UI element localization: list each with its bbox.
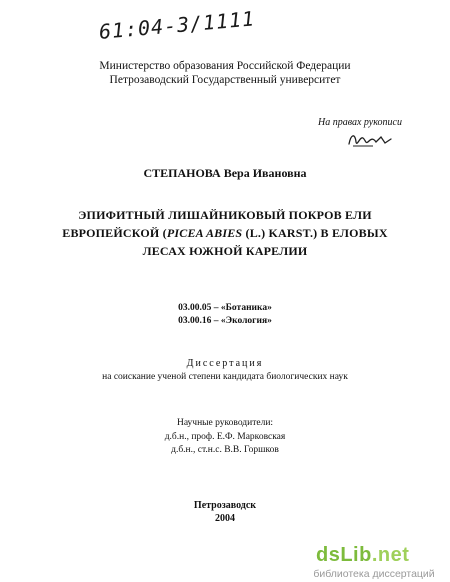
handwritten-catalog-code: 61:04-3/1111 bbox=[98, 6, 256, 44]
university-name: Петрозаводский Государственный университет bbox=[109, 74, 341, 86]
watermark-caption: библиотека диссертаций bbox=[313, 568, 435, 580]
year: 2004 bbox=[215, 513, 235, 524]
title-line-2-suffix: (L.) KARST.) В ЕЛОВЫХ bbox=[242, 226, 388, 240]
supervisor-second: д.б.н., ст.н.с. В.В. Горшков bbox=[171, 445, 279, 455]
title-line-2 bbox=[0, 226, 450, 241]
title-line-3: ЛЕСАХ ЮЖНОЙ КАРЕЛИИ bbox=[142, 244, 308, 258]
degree-statement: на соискание ученой степени кандидата биологических наук bbox=[102, 372, 348, 382]
watermark bbox=[300, 544, 448, 582]
supervisors-heading: Научные руководители: bbox=[176, 418, 274, 428]
specialty-ecology: 03.00.16 – «Экология» bbox=[178, 316, 272, 326]
watermark-logo-main: dsLib bbox=[316, 544, 372, 566]
document-type: Диссертация bbox=[186, 358, 264, 369]
city: Петрозаводск bbox=[193, 500, 257, 511]
rights-note: На правах рукописи bbox=[318, 117, 402, 128]
specialty-botany: 03.00.05 – «Ботаника» bbox=[178, 303, 272, 313]
signature-icon bbox=[345, 130, 393, 150]
author-name: СТЕПАНОВА Вера Ивановна bbox=[143, 166, 307, 180]
watermark-logo-tld: .net bbox=[371, 544, 410, 566]
supervisor-first: д.б.н., проф. Е.Ф. Марковская bbox=[164, 432, 286, 442]
ministry-name: Министерство образования Российской Федерации bbox=[99, 60, 351, 72]
watermark-logo bbox=[316, 544, 409, 567]
title-latin-name: PICEA ABIES bbox=[166, 226, 243, 240]
title-line-2-prefix: ЕВРОПЕЙСКОЙ ( bbox=[62, 226, 167, 240]
title-line-1: ЭПИФИТНЫЙ ЛИШАЙНИКОВЫЙ ПОКРОВ ЕЛИ bbox=[78, 208, 372, 222]
